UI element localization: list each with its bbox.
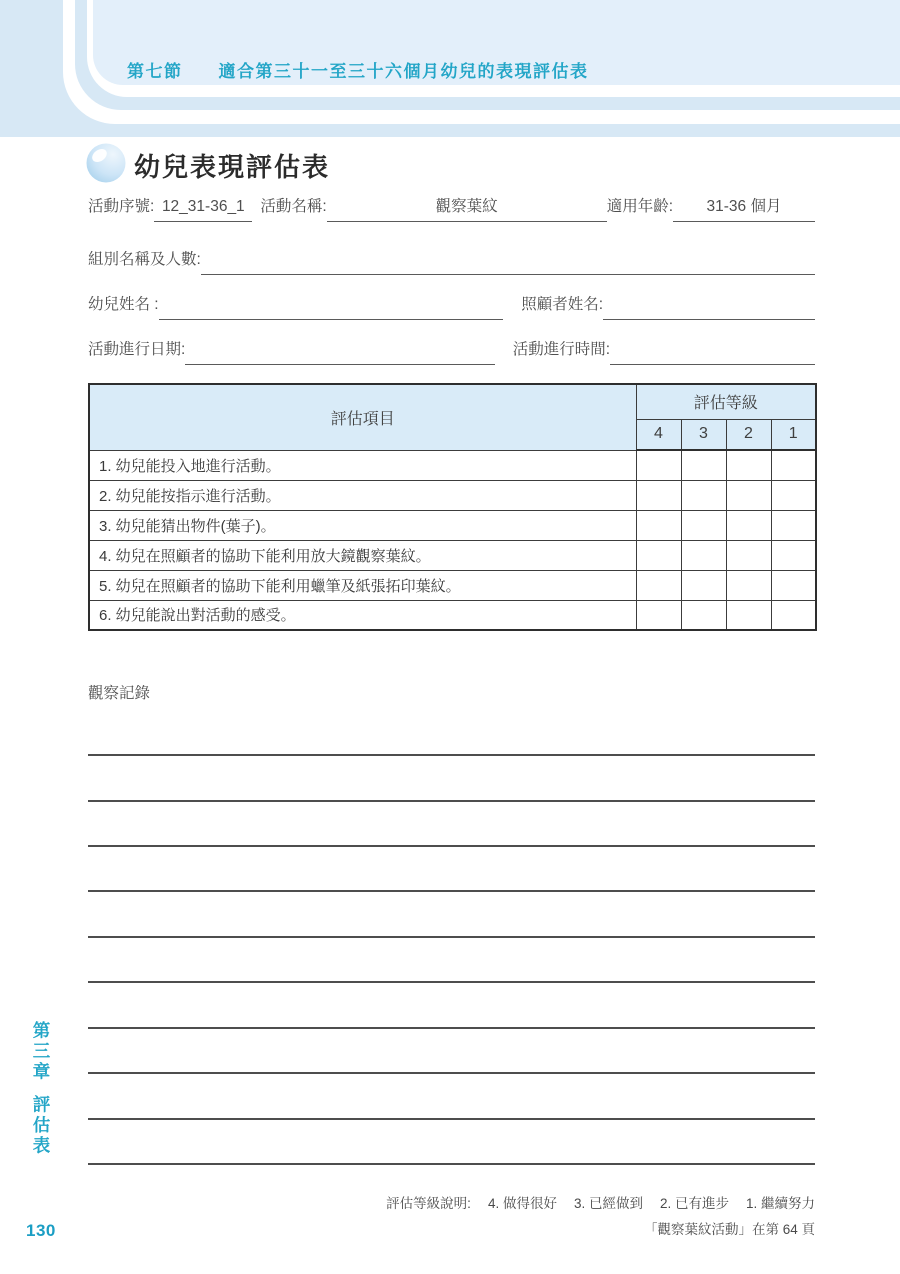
- time-label: 活動進行時間:: [512, 341, 610, 359]
- rating-cell: [726, 480, 771, 510]
- rating-cell: [636, 540, 681, 570]
- rating-note-item: 4. 做得很好: [487, 1196, 557, 1211]
- rating-cell: [681, 450, 726, 480]
- item-text: 1. 幼兒能投入地進行活動。: [89, 450, 636, 480]
- table-row: [89, 540, 816, 570]
- form-line-names: [88, 296, 815, 320]
- rating-cell: [726, 450, 771, 480]
- rating-cell: [771, 600, 816, 630]
- rating-cell: [636, 450, 681, 480]
- activity-name-label: 活動名稱:: [260, 198, 327, 216]
- caregiver-field: [603, 296, 815, 320]
- writing-line: [88, 1118, 815, 1120]
- section-number: 第七節: [127, 62, 183, 81]
- observation-label: 觀察記錄: [88, 685, 151, 702]
- chapter-side-tag: [29, 1021, 54, 1156]
- date-field: [185, 341, 494, 365]
- rating-cell: [681, 510, 726, 540]
- rating-cell: [771, 540, 816, 570]
- rating-cell: [681, 570, 726, 600]
- activity-no-field: 12_31-36_1: [154, 198, 252, 222]
- writing-line: [88, 1163, 815, 1165]
- rating-level-3: 3: [681, 419, 726, 450]
- rating-cell: [636, 600, 681, 630]
- rating-cell: [726, 540, 771, 570]
- rating-note-item: 2. 已有進步: [659, 1196, 729, 1211]
- writing-line: [88, 1072, 815, 1074]
- form-line-group: [88, 251, 815, 275]
- activity-name-field: 觀察葉紋: [327, 198, 607, 222]
- table-row: [89, 600, 816, 630]
- form-line-datetime: [88, 341, 815, 365]
- writing-line: [88, 800, 815, 802]
- table-row: [89, 510, 816, 540]
- rating-cell: [681, 480, 726, 510]
- table-row: [89, 450, 816, 480]
- age-label: 適用年齡:: [606, 198, 673, 216]
- rating-note-item: 3. 已經做到: [573, 1196, 643, 1211]
- item-text: 6. 幼兒能說出對活動的感受。: [89, 600, 636, 630]
- writing-line: [88, 890, 815, 892]
- group-label: 組別名稱及人數:: [88, 251, 201, 269]
- form-line-activity: [88, 198, 815, 222]
- rating-level-2: 2: [726, 419, 771, 450]
- rating-note-item: 1. 繼續努力: [745, 1196, 815, 1211]
- writing-line: [88, 1027, 815, 1029]
- rating-cell: [636, 570, 681, 600]
- chapter-number: 第三章: [31, 1021, 51, 1083]
- chapter-label: 評估表: [31, 1094, 51, 1156]
- rating-cell: [726, 570, 771, 600]
- writing-line: [88, 754, 815, 756]
- rating-cell: [726, 510, 771, 540]
- child-name-field: [159, 296, 504, 320]
- writing-line: [88, 936, 815, 938]
- rating-cell: [726, 600, 771, 630]
- time-field: [610, 341, 815, 365]
- rating-cell: [636, 480, 681, 510]
- table-row: [89, 480, 816, 510]
- writing-line: [88, 845, 815, 847]
- rating-level-1: 1: [771, 419, 816, 450]
- child-name-label: 幼兒姓名 :: [88, 296, 159, 314]
- rating-cell: [636, 510, 681, 540]
- item-text: 4. 幼兒在照顧者的協助下能利用放大鏡觀察葉紋。: [89, 540, 636, 570]
- rating-cell: [771, 510, 816, 540]
- activity-no-label: 活動序號:: [88, 198, 155, 216]
- rating-cell: [681, 600, 726, 630]
- rating-cell: [771, 570, 816, 600]
- page-number: 130: [26, 1221, 56, 1240]
- rating-cell: [771, 450, 816, 480]
- rating-cell: [681, 540, 726, 570]
- age-field: 31-36 個月: [673, 198, 815, 222]
- writing-line: [88, 981, 815, 983]
- item-text: 2. 幼兒能按指示進行活動。: [89, 480, 636, 510]
- item-column-header: 評估項目: [89, 384, 636, 450]
- date-label: 活動進行日期:: [88, 341, 186, 359]
- section-title: 適合第三十一至三十六個月幼兒的表現評估表: [218, 62, 589, 81]
- section-header: [127, 57, 589, 82]
- rating-scale-note: [386, 1192, 815, 1212]
- item-text: 3. 幼兒能猜出物件(葉子)。: [89, 510, 636, 540]
- bubble-icon: [85, 142, 127, 189]
- page-title: 幼兒表現評估表: [134, 152, 331, 182]
- rating-level-4: 4: [636, 419, 681, 450]
- caregiver-label: 照顧者姓名:: [521, 296, 603, 314]
- table-row: [89, 570, 816, 600]
- rating-note-label: 評估等級說明:: [386, 1196, 471, 1211]
- group-field: [201, 251, 815, 275]
- activity-reference-note: 「觀察葉紋活動」在第 64 頁: [643, 1222, 815, 1237]
- item-text: 5. 幼兒在照顧者的協助下能利用蠟筆及紙張拓印葉紋。: [89, 570, 636, 600]
- rating-cell: [771, 480, 816, 510]
- assessment-table: [88, 383, 817, 631]
- rating-column-header: 評估等級: [636, 384, 816, 419]
